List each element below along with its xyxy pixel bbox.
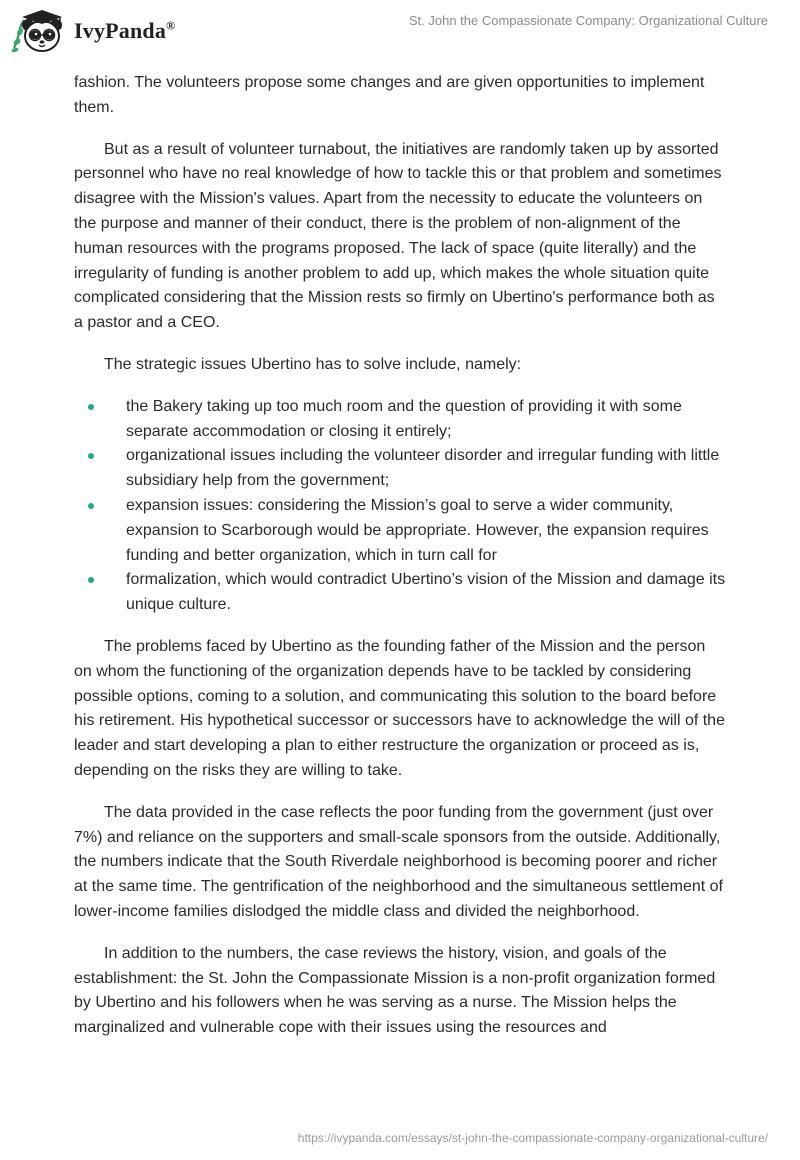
bullet-icon xyxy=(88,503,94,509)
panda-graduate-icon xyxy=(10,8,72,54)
paragraph-list-intro: The strategic issues Ubertino has to solve include, namely: xyxy=(104,355,522,373)
essay-body xyxy=(74,71,726,1058)
list-item-text: expansion issues: considering the Mission’s goal to serve a wider community, expansion to Scarborough would be appropriate. However, the expansion requires funding and better organization, which in turn call for xyxy=(126,496,709,564)
logo-wordmark xyxy=(74,18,175,44)
registered-mark: ® xyxy=(166,18,176,33)
logo-text: IvyPanda xyxy=(74,18,167,43)
paragraph: The data provided in the case reflects the poor funding from the government (just over 7%) and reliance on the supporters and small-scale sponsors from the outside. Additionally, the numbers indicate that the South Riverdale neighborhood is becoming poorer and richer at the same time. The gentrification of the neighborhood and the simultaneous settlement of lower-income families dislodged the middle class and divided the neighborhood. xyxy=(74,803,723,920)
list-item xyxy=(74,494,726,568)
paragraph: The problems faced by Ubertino as the founding father of the Mission and the person on whom the functioning of the organization depends have to be tackled by considering possible options, coming to a solution, and communicating this solution to the board before his retirement. His hypothetical successor or successors have to acknowledge the will of the leader and start developing a plan to either restructure the organization or proceed as is, depending on the risks they are willing to take. xyxy=(74,637,725,779)
source-url[interactable]: https://ivypanda.com/essays/st-john-the-compassionate-company-organizational-culture/ xyxy=(297,1131,768,1145)
ivypanda-logo[interactable] xyxy=(10,8,175,54)
list-item xyxy=(74,395,726,445)
page-header xyxy=(0,0,800,60)
list-item-text: formalization, which would contradict Ubertino’s vision of the Mission and damage its unique culture. xyxy=(126,571,726,614)
paragraph-continuation: fashion. The volunteers propose some changes and are given opportunities to implement them. xyxy=(74,74,705,116)
list-item xyxy=(74,568,726,618)
list-item-text: the Bakery taking up too much room and the question of providing it with some separate accommodation or closing it entirely; xyxy=(126,397,682,440)
bullet-icon xyxy=(88,404,94,410)
paragraph: But as a result of volunteer turnabout, the initiatives are randomly taken up by assorted personnel who have no real knowledge of how to tackle this or that problem and sometimes disagree with the Mission's values. Apart from the necessity to educate the volunteers on the purpose and manner of their conduct, there is the problem of non-alignment of the human resources with the programs proposed. The lack of space (quite literally) and the irregularity of funding is another problem to add up, which makes the whole situation quite complicated considering that the Mission rests so firmly on Ubertino's performance both as a pastor and a CEO. xyxy=(74,140,722,332)
bullet-icon xyxy=(88,453,94,459)
list-item xyxy=(74,444,726,494)
document-title: St. John the Compassionate Company: Organizational Culture xyxy=(408,13,768,28)
bullet-icon xyxy=(88,577,94,583)
paragraph: In addition to the numbers, the case reviews the history, vision, and goals of the establishment: the St. John the Compassionate Mission is a non-profit organization formed by Ubertino and his followers when he was serving as a nurse. The Mission helps the marginalized and vulnerable cope with their issues using the resources and xyxy=(74,944,716,1037)
list-item-text: organizational issues including the volunteer disorder and irregular funding with little subsidiary help from the government; xyxy=(126,447,720,490)
strategic-issues-list xyxy=(74,395,726,618)
